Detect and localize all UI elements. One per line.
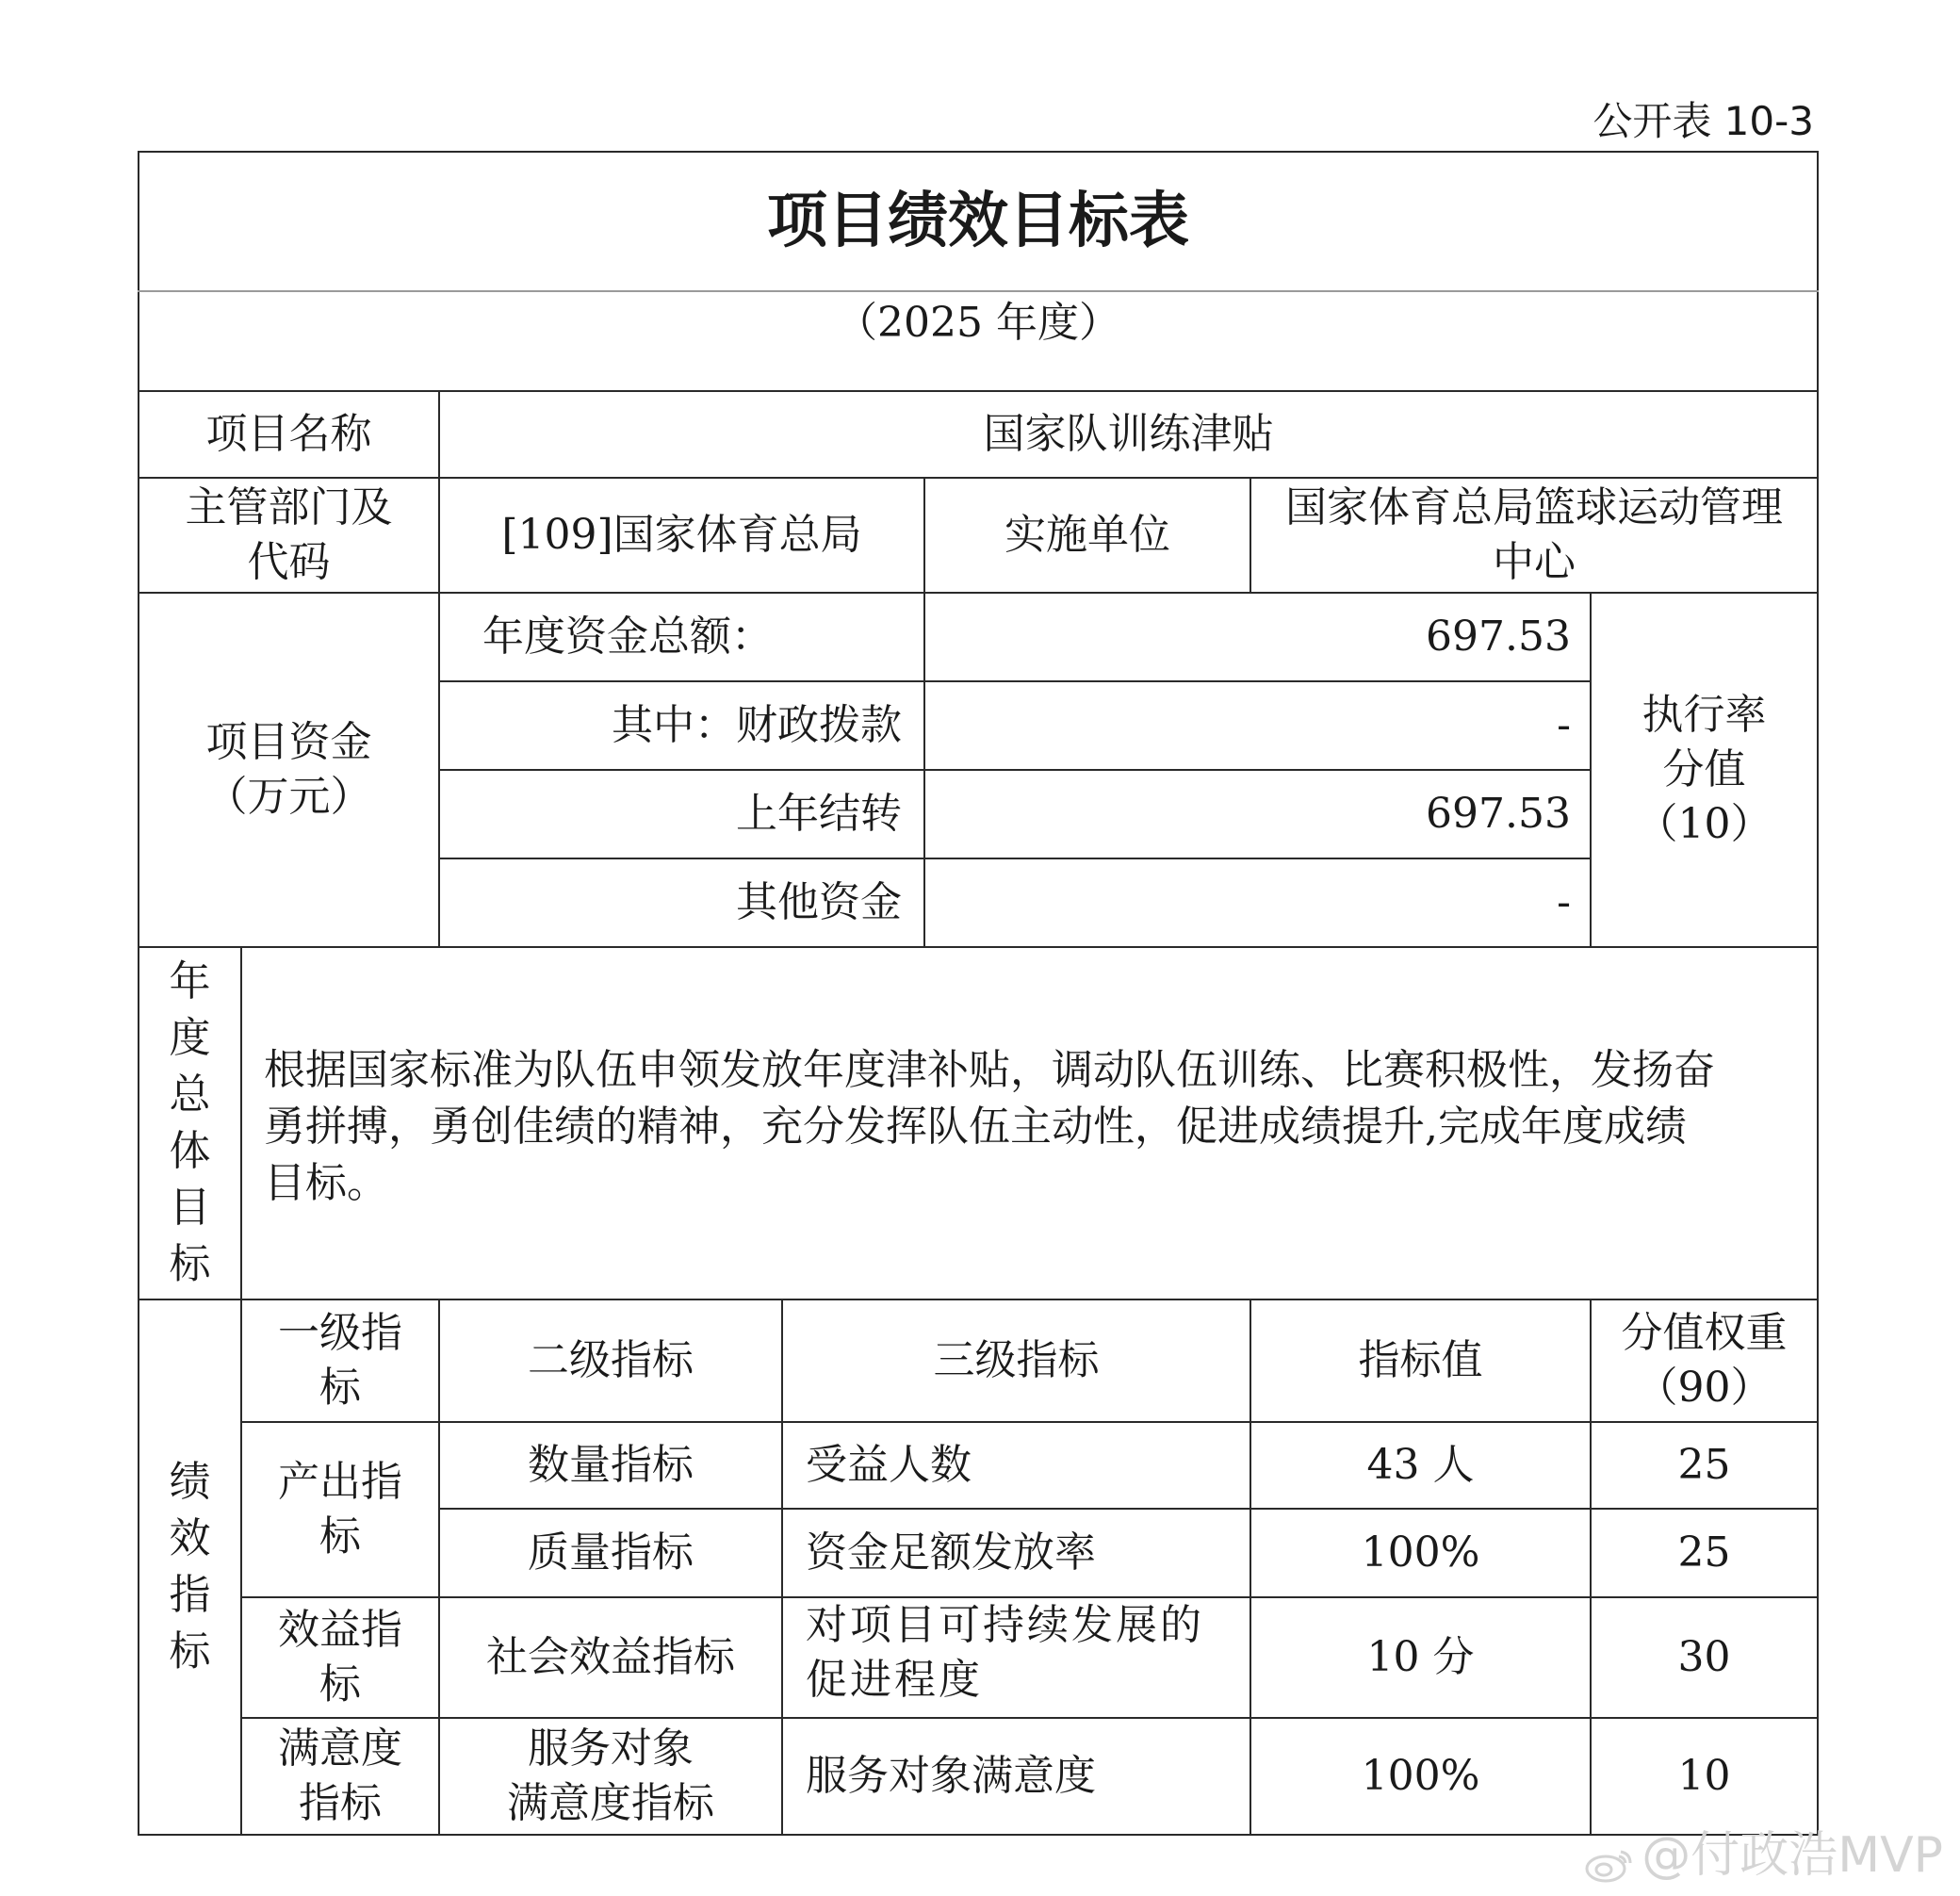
annual-goal-label: 年 度 总 体 目 标: [169, 957, 211, 1288]
table-id: 公开表 10-3: [1592, 98, 1814, 144]
header-value: 指标值: [1358, 1336, 1483, 1384]
perf-indicators-label: 绩 效 指 标: [169, 1458, 211, 1675]
row-weight: 25: [1677, 1441, 1731, 1489]
row-weight: 25: [1677, 1528, 1731, 1577]
row-value: 43 人: [1366, 1441, 1475, 1489]
row-level2: 服务对象 满意度指标: [507, 1724, 714, 1827]
row-value: 10 分: [1366, 1633, 1475, 1681]
funds-fiscal-value: -: [1557, 701, 1571, 749]
funds-fiscal-label: 其中：财政拨款: [612, 701, 902, 749]
project-name-value: 国家队训练津贴: [983, 410, 1274, 458]
funds-carryover-value: 697.53: [1426, 790, 1571, 838]
header-level3: 三级指标: [933, 1336, 1100, 1384]
exec-rate-label: 执行率 分值 （10）: [1636, 691, 1772, 848]
row-level3: 对项目可持续发展的 促进程度: [806, 1601, 1204, 1704]
row-level3: 资金足额发放率: [806, 1528, 1096, 1577]
level1-output: 产出指 标: [278, 1458, 402, 1561]
watermark: @付政浩MVP: [1583, 1815, 1943, 1886]
level1-benefit: 效益指 标: [278, 1606, 402, 1708]
annual-goal-text: 根据国家标准为队伍申领发放年度津补贴，调动队伍训练、比赛积极性，发扬奋 勇拼搏，勇创佳绩的精神，充分发挥队伍主动性，促进成绩提升,完成年度成绩 目标。: [264, 1046, 1715, 1207]
funds-total-label: 年度资金总额：: [482, 613, 773, 661]
header-level1: 一级指 标: [278, 1309, 402, 1412]
level1-satisfaction: 满意度 指标: [278, 1724, 402, 1827]
funds-other-label: 其他资金: [736, 878, 902, 926]
funds-other-value: -: [1557, 878, 1571, 926]
row-level3: 服务对象满意度: [806, 1752, 1096, 1800]
dept-value: [109]国家体育总局: [501, 511, 862, 559]
header-weight: 分值权重 （90）: [1621, 1309, 1788, 1412]
row-level3: 受益人数: [806, 1441, 972, 1489]
row-level2: 数量指标: [528, 1441, 694, 1489]
year-label: （2025 年度）: [836, 299, 1120, 347]
row-level2: 质量指标: [528, 1528, 694, 1577]
row-value: 100%: [1361, 1528, 1480, 1577]
row-value: 100%: [1361, 1752, 1480, 1800]
header-level2: 二级指标: [528, 1336, 694, 1384]
impl-unit-label: 实施单位: [1004, 511, 1170, 559]
page-title: 项目绩效目标表: [767, 187, 1189, 256]
row-weight: 30: [1677, 1633, 1731, 1681]
row-level2: 社会效益指标: [486, 1633, 735, 1681]
weibo-logo-icon: [1583, 1839, 1636, 1877]
project-name-label: 项目名称: [205, 410, 372, 458]
dept-label: 主管部门及 代码: [185, 483, 393, 586]
funds-total-value: 697.53: [1426, 613, 1571, 661]
impl-unit-value: 国家体育总局篮球运动管理 中心: [1285, 483, 1783, 586]
funds-label: 项目资金 （万元）: [205, 718, 372, 821]
row-weight: 10: [1677, 1752, 1731, 1800]
funds-carryover-label: 上年结转: [736, 790, 902, 838]
